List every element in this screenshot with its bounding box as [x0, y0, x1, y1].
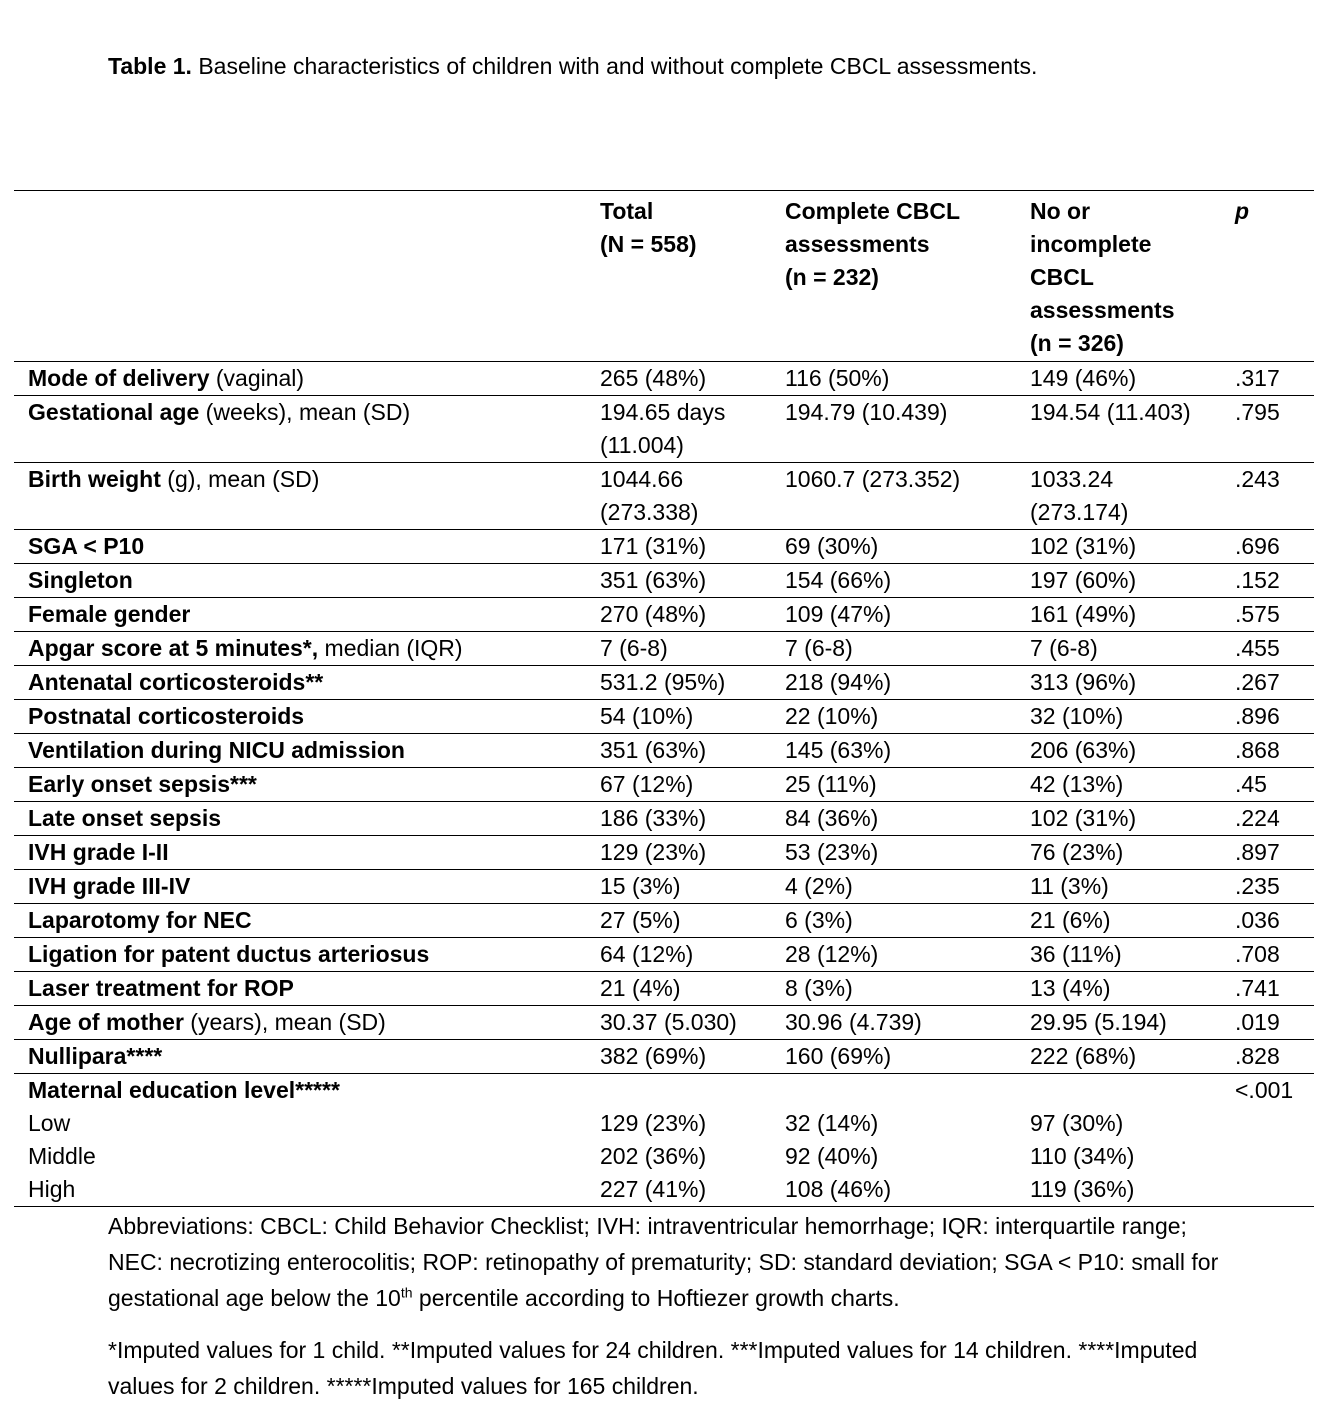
header-total: Total (N = 558) — [600, 198, 697, 257]
cell-incomplete-cbcl: 110 (34%) — [1030, 1143, 1135, 1169]
cell-complete-cbcl: 4 (2%) — [785, 873, 853, 899]
superscript-th: th — [400, 1284, 413, 1301]
cell-complete-cbcl: 53 (23%) — [785, 839, 879, 865]
table-row — [14, 904, 1314, 938]
cell-complete-cbcl: 69 (30%) — [785, 533, 879, 559]
row-label: Low — [28, 1110, 71, 1136]
row-label: IVH grade III-IV — [28, 873, 191, 899]
cell-p-value: .741 — [1235, 975, 1280, 1001]
cell-complete-cbcl: 116 (50%) — [785, 365, 890, 391]
cell-complete-cbcl — [785, 1074, 1030, 1108]
table-row — [14, 598, 1314, 632]
cell-incomplete-cbcl: 1033.24 (273.174) — [1030, 466, 1129, 525]
cell-p-value: .317 — [1235, 365, 1280, 391]
table-header-row — [14, 191, 1314, 362]
cell-p-value — [1235, 1140, 1314, 1173]
table-row — [14, 972, 1314, 1006]
cell-complete-cbcl: 84 (36%) — [785, 805, 879, 831]
cell-p-value: .868 — [1235, 737, 1280, 763]
row-label: Gestational age (weeks), mean (SD) — [28, 399, 411, 425]
row-label: SGA < P10 — [28, 533, 145, 559]
cell-total: 270 (48%) — [600, 601, 707, 627]
cell-incomplete-cbcl: 197 (60%) — [1030, 567, 1137, 593]
table-caption — [108, 50, 1037, 82]
table-row — [14, 666, 1314, 700]
cell-p-value: .708 — [1235, 941, 1280, 967]
cell-incomplete-cbcl: 194.54 (11.403) — [1030, 399, 1191, 425]
row-label: Laparotomy for NEC — [28, 907, 252, 933]
cell-total: 202 (36%) — [600, 1143, 707, 1169]
table-row — [14, 802, 1314, 836]
cell-incomplete-cbcl: 29.95 (5.194) — [1030, 1009, 1167, 1035]
table-row — [14, 1173, 1314, 1207]
cell-complete-cbcl: 30.96 (4.739) — [785, 1009, 922, 1035]
cell-p-value: .896 — [1235, 703, 1280, 729]
row-label: Birth weight (g), mean (SD) — [28, 466, 320, 492]
baseline-characteristics-table — [14, 190, 1314, 1207]
row-label: Female gender — [28, 601, 191, 627]
cell-incomplete-cbcl: 119 (36%) — [1030, 1176, 1135, 1202]
table-row — [14, 1107, 1314, 1140]
abbreviations-note: Abbreviations: CBCL: Child Behavior Checklist; IVH: intraventricular hemorrhage; IQR: interquartile range; NEC: necrotizing enterocolitis; ROP: retinopathy of prematurity; SD: standard deviation; SGA < P10: small for gestational age below the 10th percentile according to Hoftiezer growth charts. — [108, 1213, 1219, 1311]
cell-complete-cbcl: 25 (11%) — [785, 771, 877, 797]
row-label: Postnatal corticosteroids — [28, 703, 305, 729]
row-label: Late onset sepsis — [28, 805, 222, 831]
cell-incomplete-cbcl: 102 (31%) — [1030, 533, 1137, 559]
cell-total: 194.65 days (11.004) — [600, 399, 726, 458]
row-label: Age of mother (years), mean (SD) — [28, 1009, 386, 1035]
cell-total: 531.2 (95%) — [600, 669, 726, 695]
cell-total: 1044.66 (273.338) — [600, 466, 699, 525]
cell-total: 186 (33%) — [600, 805, 707, 831]
cell-p-value: .152 — [1235, 567, 1280, 593]
cell-p-value: .45 — [1235, 771, 1267, 797]
header-incomplete-cbcl: No or incomplete CBCL assessments (n = 326) — [1030, 198, 1175, 356]
row-label: Ventilation during NICU admission — [28, 737, 405, 763]
cell-total: 15 (3%) — [600, 873, 681, 899]
cell-complete-cbcl: 154 (66%) — [785, 567, 892, 593]
row-label: Middle — [28, 1143, 96, 1169]
cell-incomplete-cbcl: 21 (6%) — [1030, 907, 1111, 933]
row-label: Antenatal corticosteroids** — [28, 669, 324, 695]
row-label: Maternal education level***** — [28, 1077, 340, 1103]
table-row — [14, 362, 1314, 396]
cell-complete-cbcl: 7 (6-8) — [785, 635, 853, 661]
table-row — [14, 870, 1314, 904]
cell-complete-cbcl: 145 (63%) — [785, 737, 892, 763]
cell-incomplete-cbcl: 32 (10%) — [1030, 703, 1124, 729]
cell-total: 30.37 (5.030) — [600, 1009, 737, 1035]
table-row — [14, 938, 1314, 972]
row-label: Mode of delivery (vaginal) — [28, 365, 305, 391]
cell-complete-cbcl: 22 (10%) — [785, 703, 879, 729]
cell-p-value: .235 — [1235, 873, 1280, 899]
cell-total: 351 (63%) — [600, 567, 707, 593]
row-label: Nullipara**** — [28, 1043, 163, 1069]
row-label: IVH grade I-II — [28, 839, 169, 865]
cell-complete-cbcl: 8 (3%) — [785, 975, 853, 1001]
imputation-note: *Imputed values for 1 child. **Imputed values for 24 children. ***Imputed values for 14 children. ****Imputed values for 2 children. *****Imputed values for 165 children. — [108, 1337, 1198, 1399]
cell-incomplete-cbcl — [1030, 1074, 1235, 1108]
cell-total: 21 (4%) — [600, 975, 681, 1001]
row-label: Ligation for patent ductus arteriosus — [28, 941, 430, 967]
row-label: Singleton — [28, 567, 133, 593]
cell-incomplete-cbcl: 313 (96%) — [1030, 669, 1137, 695]
table-row — [14, 632, 1314, 666]
cell-incomplete-cbcl: 76 (23%) — [1030, 839, 1124, 865]
cell-complete-cbcl: 109 (47%) — [785, 601, 892, 627]
cell-total: 67 (12%) — [600, 771, 694, 797]
cell-p-value — [1235, 1173, 1314, 1207]
table-body — [14, 362, 1314, 1207]
cell-incomplete-cbcl: 206 (63%) — [1030, 737, 1137, 763]
table-row — [14, 1040, 1314, 1074]
cell-complete-cbcl: 28 (12%) — [785, 941, 879, 967]
cell-total: 227 (41%) — [600, 1176, 707, 1202]
cell-incomplete-cbcl: 7 (6-8) — [1030, 635, 1098, 661]
cell-p-value: .036 — [1235, 907, 1280, 933]
header-complete-cbcl: Complete CBCL assessments (n = 232) — [785, 198, 961, 290]
cell-p-value: .267 — [1235, 669, 1280, 695]
cell-incomplete-cbcl: 161 (49%) — [1030, 601, 1137, 627]
table-row — [14, 768, 1314, 802]
table-row — [14, 463, 1314, 530]
cell-complete-cbcl: 160 (69%) — [785, 1043, 892, 1069]
cell-total — [600, 1074, 785, 1108]
cell-p-value: .455 — [1235, 635, 1280, 661]
table-row — [14, 564, 1314, 598]
cell-incomplete-cbcl: 42 (13%) — [1030, 771, 1124, 797]
table-row — [14, 1140, 1314, 1173]
cell-complete-cbcl: 92 (40%) — [785, 1143, 879, 1169]
table-row — [14, 1074, 1314, 1108]
cell-total: 7 (6-8) — [600, 635, 668, 661]
cell-complete-cbcl: 108 (46%) — [785, 1176, 892, 1202]
cell-complete-cbcl: 32 (14%) — [785, 1110, 879, 1136]
row-label: Apgar score at 5 minutes*, median (IQR) — [28, 635, 463, 661]
table-row — [14, 530, 1314, 564]
cell-incomplete-cbcl: 13 (4%) — [1030, 975, 1111, 1001]
cell-p-value: <.001 — [1235, 1077, 1294, 1103]
cell-incomplete-cbcl: 222 (68%) — [1030, 1043, 1137, 1069]
cell-total: 382 (69%) — [600, 1043, 707, 1069]
cell-total: 64 (12%) — [600, 941, 694, 967]
cell-p-value: .897 — [1235, 839, 1280, 865]
cell-total: 129 (23%) — [600, 1110, 707, 1136]
cell-total: 351 (63%) — [600, 737, 707, 763]
cell-complete-cbcl: 1060.7 (273.352) — [785, 466, 961, 492]
cell-complete-cbcl: 194.79 (10.439) — [785, 399, 948, 425]
cell-total: 54 (10%) — [600, 703, 694, 729]
cell-p-value — [1235, 1107, 1314, 1140]
caption-text: Baseline characteristics of children with and without complete CBCL assessments. — [198, 53, 1038, 79]
cell-total: 27 (5%) — [600, 907, 681, 933]
cell-p-value: .828 — [1235, 1043, 1280, 1069]
cell-incomplete-cbcl: 36 (11%) — [1030, 941, 1122, 967]
cell-p-value: .795 — [1235, 399, 1280, 425]
cell-incomplete-cbcl: 97 (30%) — [1030, 1110, 1124, 1136]
cell-incomplete-cbcl: 102 (31%) — [1030, 805, 1137, 831]
row-label: High — [28, 1176, 76, 1202]
table-row — [14, 1006, 1314, 1040]
cell-total: 265 (48%) — [600, 365, 707, 391]
cell-p-value: .575 — [1235, 601, 1280, 627]
table-notes — [108, 1208, 1248, 1420]
cell-total: 171 (31%) — [600, 533, 707, 559]
cell-complete-cbcl: 218 (94%) — [785, 669, 892, 695]
cell-p-value: .224 — [1235, 805, 1280, 831]
cell-total: 129 (23%) — [600, 839, 707, 865]
cell-p-value: .019 — [1235, 1009, 1280, 1035]
cell-p-value: .243 — [1235, 466, 1280, 492]
table-row — [14, 734, 1314, 768]
header-p-value: p — [1235, 198, 1250, 224]
table-row — [14, 700, 1314, 734]
table-row — [14, 836, 1314, 870]
header-characteristic — [14, 191, 600, 362]
cell-complete-cbcl: 6 (3%) — [785, 907, 853, 933]
cell-incomplete-cbcl: 149 (46%) — [1030, 365, 1137, 391]
row-label: Laser treatment for ROP — [28, 975, 294, 1001]
row-label: Early onset sepsis*** — [28, 771, 257, 797]
table-row — [14, 396, 1314, 463]
caption-label: Table 1. — [108, 53, 192, 79]
cell-p-value: .696 — [1235, 533, 1280, 559]
cell-incomplete-cbcl: 11 (3%) — [1030, 873, 1109, 899]
